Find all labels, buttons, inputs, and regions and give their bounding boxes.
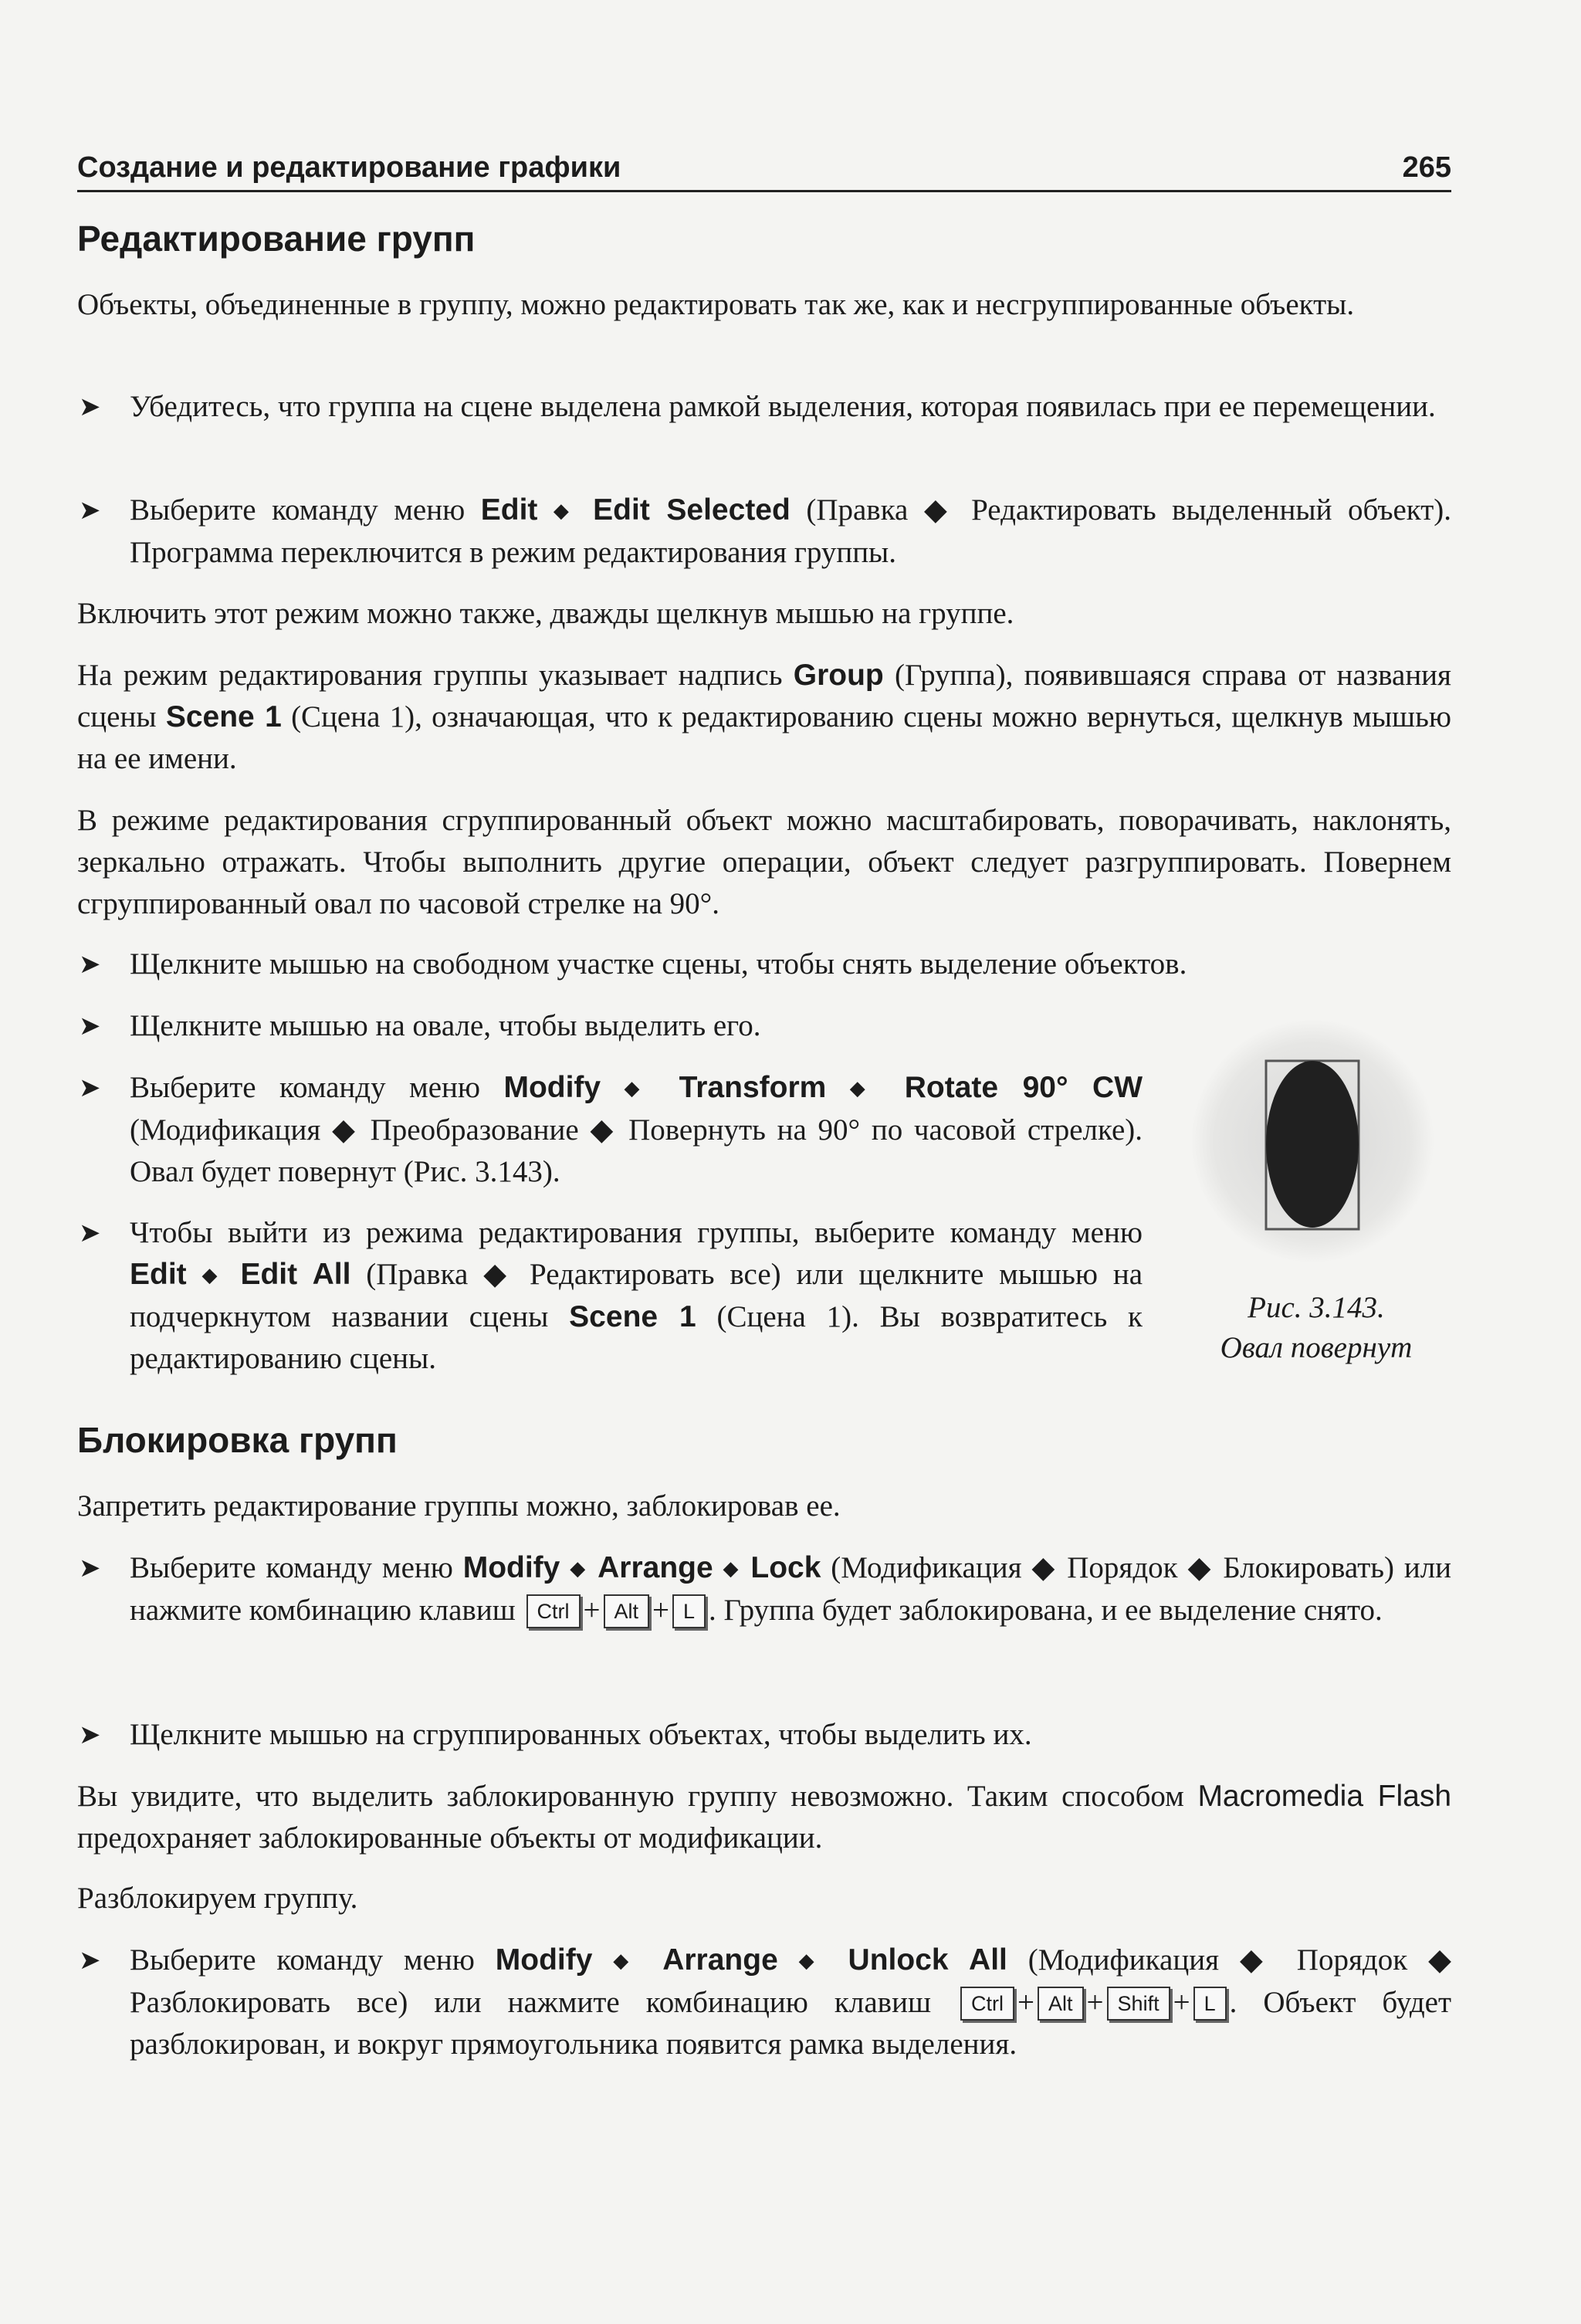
separator-diamond-icon: ◆ [723, 1557, 741, 1580]
product-name: Macromedia Flash [1197, 1780, 1452, 1813]
paragraph: Объекты, объединенные в группу, можно редактировать так же, как и несгруппированные объекты. [77, 288, 1355, 321]
text: (Правка ◆ Редактировать выделенный объект). Программа переключится в режим редактирования группы. [130, 493, 1452, 569]
menu-command: Unlock All [848, 1943, 1007, 1977]
menu-command: Modify [503, 1071, 601, 1104]
list-item [79, 943, 1451, 985]
ui-label: Scene 1 [569, 1300, 696, 1333]
text: (Модификация ◆ Преобразование ◆ Повернуть на 90° по часовой стрелке). Овал будет повернут (Рис. 3.143). [130, 1113, 1143, 1188]
plus-sign: + [1086, 1986, 1104, 2019]
paragraph [77, 1776, 1451, 1859]
text: (Группа), появившаяся справа от названия сцены [77, 659, 1451, 733]
menu-command: Arrange [662, 1943, 778, 1977]
oval-shape [1266, 1061, 1359, 1228]
plus-sign: + [1017, 1986, 1035, 2019]
figure-rotated-oval [1189, 1018, 1444, 1265]
bullet-arrow-icon: ➤ [79, 1945, 101, 1976]
text: . Объект будет разблокирован, и вокруг прямоугольника появится рамка выделения. [130, 1986, 1452, 2061]
list-item [79, 386, 1451, 428]
section-heading-lock-groups: Блокировка групп [77, 1420, 398, 1460]
figure-title: Овал повернут [1220, 1331, 1413, 1364]
page-number: 265 [1402, 151, 1451, 184]
plus-sign: + [652, 1594, 670, 1627]
menu-command: Rotate 90° CW [904, 1071, 1143, 1104]
separator-diamond-icon: ◆ [201, 1264, 225, 1287]
ui-label: Group [793, 659, 884, 692]
ui-label: Scene 1 [165, 700, 282, 733]
text: (Сцена 1), означающая, что к редактированию сцены можно вернуться, щелкнув мышью на ее имени. [77, 700, 1452, 775]
paragraph [77, 655, 1451, 780]
separator-diamond-icon: ◆ [570, 1557, 588, 1580]
list-item-text: Щелкните мышью на овале, чтобы выделить его. [130, 1009, 761, 1042]
paragraph: Включить этот режим можно также, дважды щелкнув мышью на группе. [77, 597, 1014, 630]
list-item [79, 1939, 1452, 2065]
plus-sign: + [1173, 1986, 1190, 2019]
section-heading-edit-groups: Редактирование групп [77, 219, 476, 259]
rotated-oval-illustration [1189, 1018, 1444, 1265]
paragraph: В режиме редактирования сгруппированный объект можно масштабировать, поворачивать, наклонять, зеркально отражать. Чтобы выполнить другие операции, объект следует разгруппировать. Повернем сгруппированный овал по часовой стрелке на 90°. [77, 804, 1451, 920]
key-alt: Alt [1038, 1987, 1084, 2021]
list-item [79, 1212, 1143, 1380]
separator-diamond-icon: ◆ [798, 1950, 828, 1973]
bullet-arrow-icon: ➤ [79, 949, 101, 980]
menu-command: Arrange [598, 1551, 713, 1584]
key-ctrl: Ctrl [960, 1987, 1014, 2021]
menu-command: Edit Selected [593, 493, 790, 527]
key-l: L [1193, 1987, 1227, 2021]
menu-command: Transform [679, 1071, 827, 1104]
bullet-arrow-icon: ➤ [79, 1553, 101, 1584]
text: (Модификация ◆ Порядок ◆ Блокировать) или нажмите комбинацию клавиш [130, 1551, 1452, 1627]
text: Вы увидите, что выделить заблокированную группу невозможно. Таким способом [77, 1780, 1184, 1813]
separator-diamond-icon: ◆ [613, 1950, 642, 1973]
bullet-arrow-icon: ➤ [79, 391, 101, 422]
menu-command: Modify [495, 1943, 593, 1977]
text: Выберите команду меню [130, 1943, 475, 1977]
separator-diamond-icon: ◆ [553, 500, 577, 523]
list-item [79, 1067, 1143, 1193]
text: На режим редактирования группы указывает надпись [77, 659, 783, 692]
text: предохраняет заблокированные объекты от модификации. [77, 1821, 823, 1855]
key-l: L [672, 1594, 706, 1628]
bullet-arrow-icon: ➤ [79, 1072, 101, 1103]
text: Выберите команду меню [130, 1071, 481, 1104]
menu-command: Edit [480, 493, 538, 527]
menu-command: Lock [750, 1551, 821, 1584]
menu-command: Modify [462, 1551, 560, 1584]
figure-caption [1173, 1288, 1459, 1368]
text: (Сцена 1). Вы возвратитесь к редактированию сцены. [130, 1300, 1143, 1375]
menu-command: Edit All [240, 1258, 351, 1291]
text: (Правка ◆ Редактировать все) или щелкните мышью на подчеркнутом названии сцены [130, 1258, 1143, 1333]
list-item [79, 1547, 1452, 1631]
key-ctrl: Ctrl [526, 1594, 581, 1628]
text: Чтобы выйти из режима редактирования группы, выберите команду меню [130, 1216, 1143, 1249]
list-item-text: Щелкните мышью на сгруппированных объектах, чтобы выделить их. [130, 1718, 1032, 1751]
text: . Группа будет заблокирована, и ее выделение снято. [709, 1594, 1383, 1627]
text: Выберите команду меню [130, 1551, 453, 1584]
text: (Модификация ◆ Порядок ◆ Разблокировать все) или нажмите комбинацию клавиш [130, 1943, 1452, 2019]
list-item [79, 490, 1452, 574]
key-shift: Shift [1107, 1987, 1170, 2021]
bullet-arrow-icon: ➤ [79, 495, 101, 526]
bullet-arrow-icon: ➤ [79, 1011, 101, 1042]
separator-diamond-icon: ◆ [624, 1077, 656, 1100]
paragraph: Запретить редактирование группы можно, заблокировав ее. [77, 1489, 841, 1523]
list-item [79, 1714, 1451, 1756]
plus-sign: + [583, 1594, 601, 1627]
figure-number: Рис. 3.143. [1248, 1291, 1385, 1324]
running-title: Создание и редактирование графики [77, 151, 621, 184]
text: Выберите команду меню [130, 493, 465, 527]
menu-command: Edit [130, 1258, 187, 1291]
list-item-text: Убедитесь, что группа на сцене выделена рамкой выделения, которая появилась при ее перемещении. [130, 390, 1436, 423]
bullet-arrow-icon: ➤ [79, 1719, 101, 1750]
key-alt: Alt [604, 1594, 650, 1628]
bullet-arrow-icon: ➤ [79, 1218, 101, 1248]
separator-diamond-icon: ◆ [849, 1077, 882, 1100]
running-header [77, 151, 1451, 192]
list-item-text: Щелкните мышью на свободном участке сцены, чтобы снять выделение объектов. [130, 947, 1187, 981]
paragraph: Разблокируем группу. [77, 1882, 358, 1915]
